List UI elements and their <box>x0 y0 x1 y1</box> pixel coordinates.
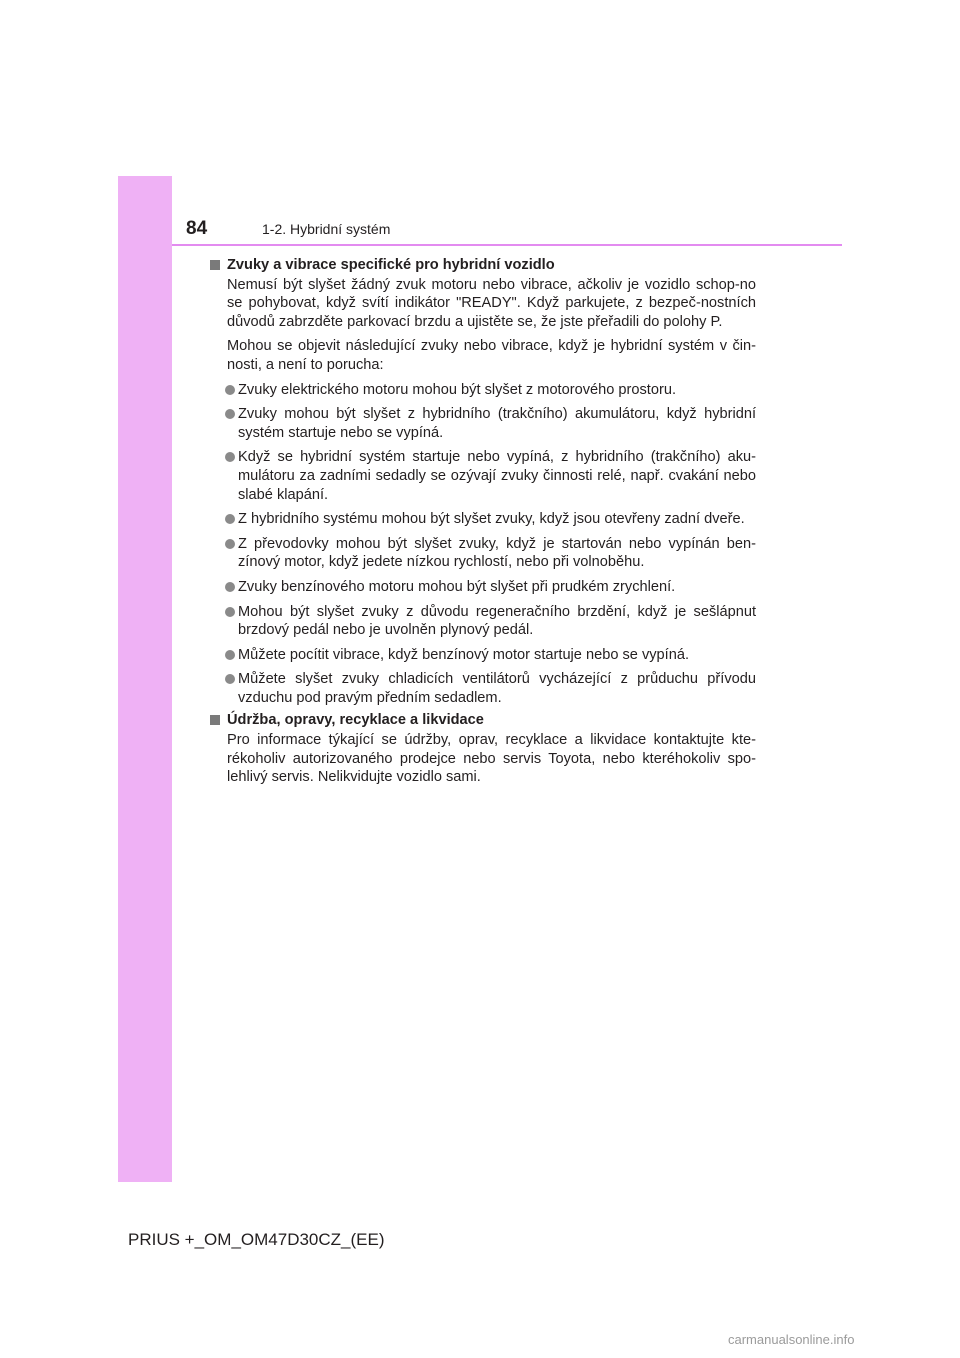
paragraph: Mohou se objevit následující zvuky nebo vibrace, když je hybridní systém v čin-nosti, a není to porucha: <box>227 338 756 373</box>
list-item-text: Z hybridního systému mohou být slyšet zvuky, když jsou otevřeny zadní dveře. <box>238 511 745 528</box>
paragraph: Pro informace týkající se údržby, oprav, recyklace a likvidace kontaktujte kte-rékoholiv autorizovaného prodejce nebo servis Toyota, nebo kteréhokoliv spo-lehlivý servis. Nelikvidujte vozidlo sami. <box>227 732 756 786</box>
list-item <box>210 535 756 572</box>
list-item <box>210 670 756 707</box>
list-item-text: Mohou být slyšet zvuky z důvodu regeneračního brzdění, když je sešlápnut brzdový pedál nebo je uvolněn plynový pedál. <box>238 603 756 639</box>
list-item-text: Zvuky elektrického motoru mohou být slyšet z motorového prostoru. <box>238 381 676 398</box>
list-item <box>210 381 756 400</box>
circle-bullet-icon <box>225 650 235 660</box>
square-bullet-icon <box>210 260 220 270</box>
header-divider <box>172 244 842 246</box>
square-bullet-icon <box>210 715 220 725</box>
circle-bullet-icon <box>225 514 235 524</box>
list-item <box>210 405 756 442</box>
section-heading-maintenance <box>210 711 756 730</box>
side-color-band <box>118 176 172 1182</box>
list-item-text: Můžete pocítit vibrace, když benzínový motor startuje nebo se vypíná. <box>238 646 690 663</box>
list-item <box>210 646 756 665</box>
heading-text: Údržba, opravy, recyklace a likvidace <box>227 712 484 729</box>
list-item-text: Zvuky benzínového motoru mohou být slyšet při prudkém zrychlení. <box>238 578 676 595</box>
paragraph: Nemusí být slyšet žádný zvuk motoru nebo vibrace, ačkoliv je vozidlo schop-no se pohybovat, když svítí indikátor "READY". Když parkujete, z bezpeč-nostních důvodů zabrzděte parkovací brzdu a ujistěte se, že jste přeřadili do polohy P. <box>227 276 756 330</box>
circle-bullet-icon <box>225 582 235 592</box>
list-item-text: Můžete slyšet zvuky chladicích ventilátorů vycházející z průduchu přívodu vzduchu pod pravým předním sedadlem. <box>238 671 756 706</box>
list-item <box>210 603 756 640</box>
list-item <box>210 448 756 504</box>
page-number: 84 <box>186 218 208 239</box>
circle-bullet-icon <box>225 409 235 419</box>
list-item-text: Zvuky mohou být slyšet z hybridního (trakčního) akumulátoru, když hybridní systém startuje nebo se vypíná. <box>238 406 756 441</box>
heading-text: Zvuky a vibrace specifické pro hybridní vozidlo <box>227 257 555 273</box>
section-heading-sounds <box>210 256 756 275</box>
section-title: 1-2. Hybridní systém <box>262 221 391 237</box>
list-item <box>210 578 756 597</box>
circle-bullet-icon <box>225 607 235 617</box>
watermark: carmanualsonline.info <box>728 1332 855 1347</box>
list-item-text: Když se hybridní systém startuje nebo vypíná, z hybridního (trakčního) aku-mulátoru za zadními sedadly se ozývají zvuky činnosti relé, např. cvakání nebo slabé klapání. <box>238 449 756 503</box>
document-code: PRIUS +_OM_OM47D30CZ_(EE) <box>128 1230 385 1249</box>
list-item <box>210 510 756 529</box>
circle-bullet-icon <box>225 674 235 684</box>
circle-bullet-icon <box>225 539 235 549</box>
circle-bullet-icon <box>225 452 235 462</box>
page-content <box>210 256 756 787</box>
circle-bullet-icon <box>225 385 235 395</box>
list-item-text: Z převodovky mohou být slyšet zvuky, když je startován nebo vypínán ben-zínový motor, když jedete nízkou rychlostí, nebo při volnoběhu. <box>238 535 756 571</box>
